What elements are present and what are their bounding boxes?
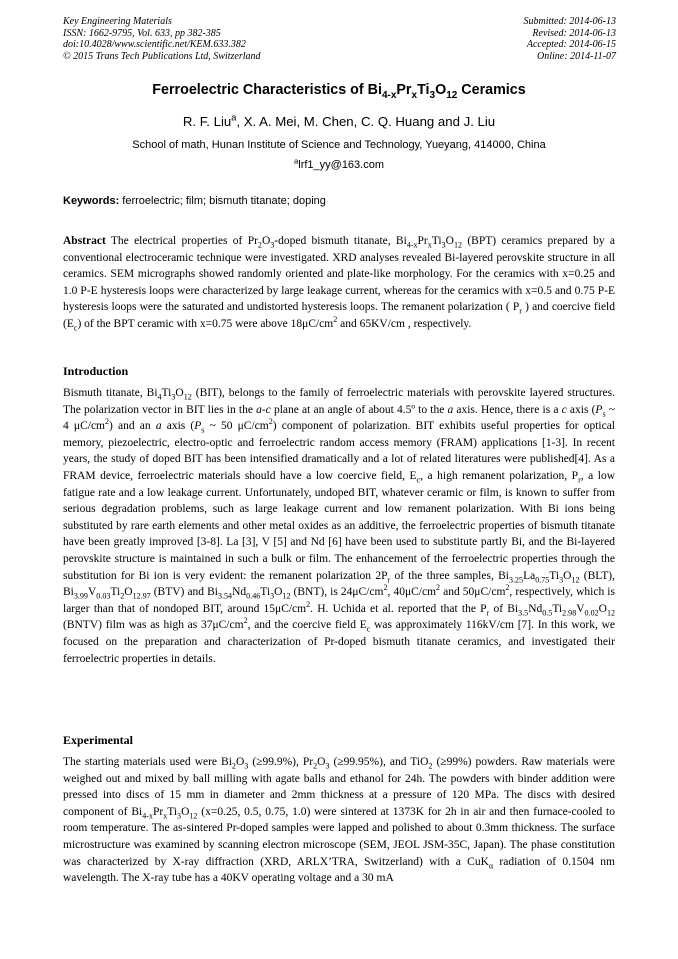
abstract: Abstract The electrical properties of $Pr_2O_3$-doped bismuth titanate, $Bi_{4-x}Pr_xTi_3O_{12}$ (BPT) ceramics prepared by a conventional electroceramic technique were investigated. XRD analyses revealed Bi-layered perovskite structure in all ceramics. SEM micrographs showed randomly oriented and plate-like morphology. For the ceramics with x=0.25 and 1.0 P-E hysteresis loops were characterized by large leakage current, whereas for the ceramics with x=0.5 and 0.75 P-E hysteresis loops were the saturated and undistorted hysteresis loops. The remanent polarization ( $P_r$ ) and coercive field $(E_c)$ of the BPT ceramic with x=0.75 were above $18\mu C/cm^2$ and 65KV/cm , respectively. (63, 235, 615, 333)
journal-doi: doi:10.4028/www.scientific.net/KEM.633.382 (63, 39, 246, 51)
keywords-label: Keywords: (63, 195, 120, 207)
author-list: R. F. Liu$^a$, X. A. Mei, M. Chen, C. Q. Huang and J. Liu (182, 112, 496, 129)
introduction-body: Bismuth titanate, $Bi_4Ti_3O_{12}$ (BIT), belongs to the family of ferroelectric materials with perovskite layered structures. The polarization vector in BIT lies in the a-c plane at an angle of about 4.5º to the a axis. Hence, there is a c axis ($P_s$ ~ 4 $\mu C/cm^2$) and an a axis ($P_s$ ~ 50 $\mu C/cm^2$) component of polarization. BIT exhibits useful properties for optical memory, piezoelectric, electro-optic and ferroelectric random access memory (FRAM) applications [1-3]. In recent years, the study of doped BIT has been intensified dramatically and a lot of related literatures were published[4]. As a FRAM device, ferroelectric materials should have a low coercive field, $E_c$, a high remanent polarization, $P_r$, a low fatigue rate and a low leakage current. Unfortunately, undoped BIT, whatever ceramic or film, is known to suffer from serious degradation problems, such as large leakage current and low remanent polarization. With Bi ions being substituted by rare earth elements and other metal oxides as an additive, the ferroelectric properties of bismuth titanate have been greatly improved [3-8]. La [3], V [5] and Nd [6] have been used to substitute partly Bi, and the Bi-layered perovskite structure is maintained in such a bulk or film. The enhancement of the ferroelectric properties through the substitution for Bi ion is very evident: the remanent polarization $2P_r$ of the three samples, $Bi_{3.25}La_{0.75}Ti_3O_{12}$ (BLT), $Bi_{3.99}V_{0.03}Ti_2O_{12.97}$ (BTV) and $Bi_{3.54}Nd_{0.46}Ti_3O_{12}$ (BNT), is $24\mu C/cm^2$, $40\mu C/cm^2$ and $50\mu C/cm^2$, respectively, which is larger than that of nondoped BIT, around $15\mu C/cm^2$. H. Uchida et al. reported that the $P_r$ of $Bi_{3.5}Nd_{0.5}Ti_{2.98}V_{0.02}O_{12}$ (BNTV) film was as high as $37\mu C/cm^2$, and the coercive field $E_c$ was approximately 116kV/cm [7]. In this work, we focused on the preparation and characterization of Pr-doped bismuth titanate ceramics, and investigated their ferroelectric properties in details. (63, 387, 616, 665)
journal-copyright: © 2015 Trans Tech Publications Ltd, Switzerland (63, 50, 261, 62)
journal-name: Key Engineering Materials (63, 16, 172, 27)
date-accepted: Accepted: 2014-06-15 (526, 39, 616, 51)
journal-header (63, 16, 261, 62)
date-revised: Revised: 2014-06-13 (532, 27, 616, 39)
journal-issn: ISSN: 1662-9795, Vol. 633, pp 382-385 (63, 27, 221, 39)
affiliation: School of math, Hunan Institute of Science and Technology, Yueyang, 414000, China (132, 139, 546, 151)
date-submitted: Submitted: 2014-06-13 (523, 16, 616, 27)
keywords (63, 195, 326, 207)
dates-header (524, 16, 617, 62)
introduction-heading: Introduction (63, 364, 129, 378)
author-email: $^a$lrf1_yy@163.com (293, 156, 385, 171)
abstract-label: Abstract (63, 235, 106, 247)
experimental-body: The starting materials used were $Bi_2O_3$ (≥99.9%), $Pr_2O_3$ (≥99.95%), and TiO$_2$ (≥99%) powders. Raw materials were weighed out and mixed by ball milling with agate balls and ethanol for 24h. The powders with binder addition were pressed into discs of 15 mm in diameter and 2mm thickness at a pressure of 120 MPa. The discs with desired component of $Bi_{4-x}Pr_xTi_3O_{12}$ (x=0.25, 0.5, 0.75, 1.0) were sintered at 1373K for 2h in air and then furnace-cooled to room temperature. The as-sintered Pr-doped samples were lapped and polished to about 0.3mm thickness. The surface microstructure was examined by scanning electron microscope (SEM, JEOL JSM-35C, Japan). The phase constitution was characterized by X-ray diffraction (XRD, ARLX’TRA, Switzerland) with a CuK$_\alpha$ radiation of 0.1504 nm wavelength. The X-ray tube has a 40KV operating voltage and a 30 mA (63, 756, 615, 885)
date-online: Online: 2014-11-07 (537, 50, 616, 62)
paper-title: Ferroelectric Characteristics of $Bi_{4-x}Pr_xTi_3O_{12}$ Ceramics (152, 82, 526, 101)
keywords-text: ferroelectric; film; bismuth titanate; doping (119, 195, 326, 207)
experimental-heading: Experimental (63, 733, 133, 747)
